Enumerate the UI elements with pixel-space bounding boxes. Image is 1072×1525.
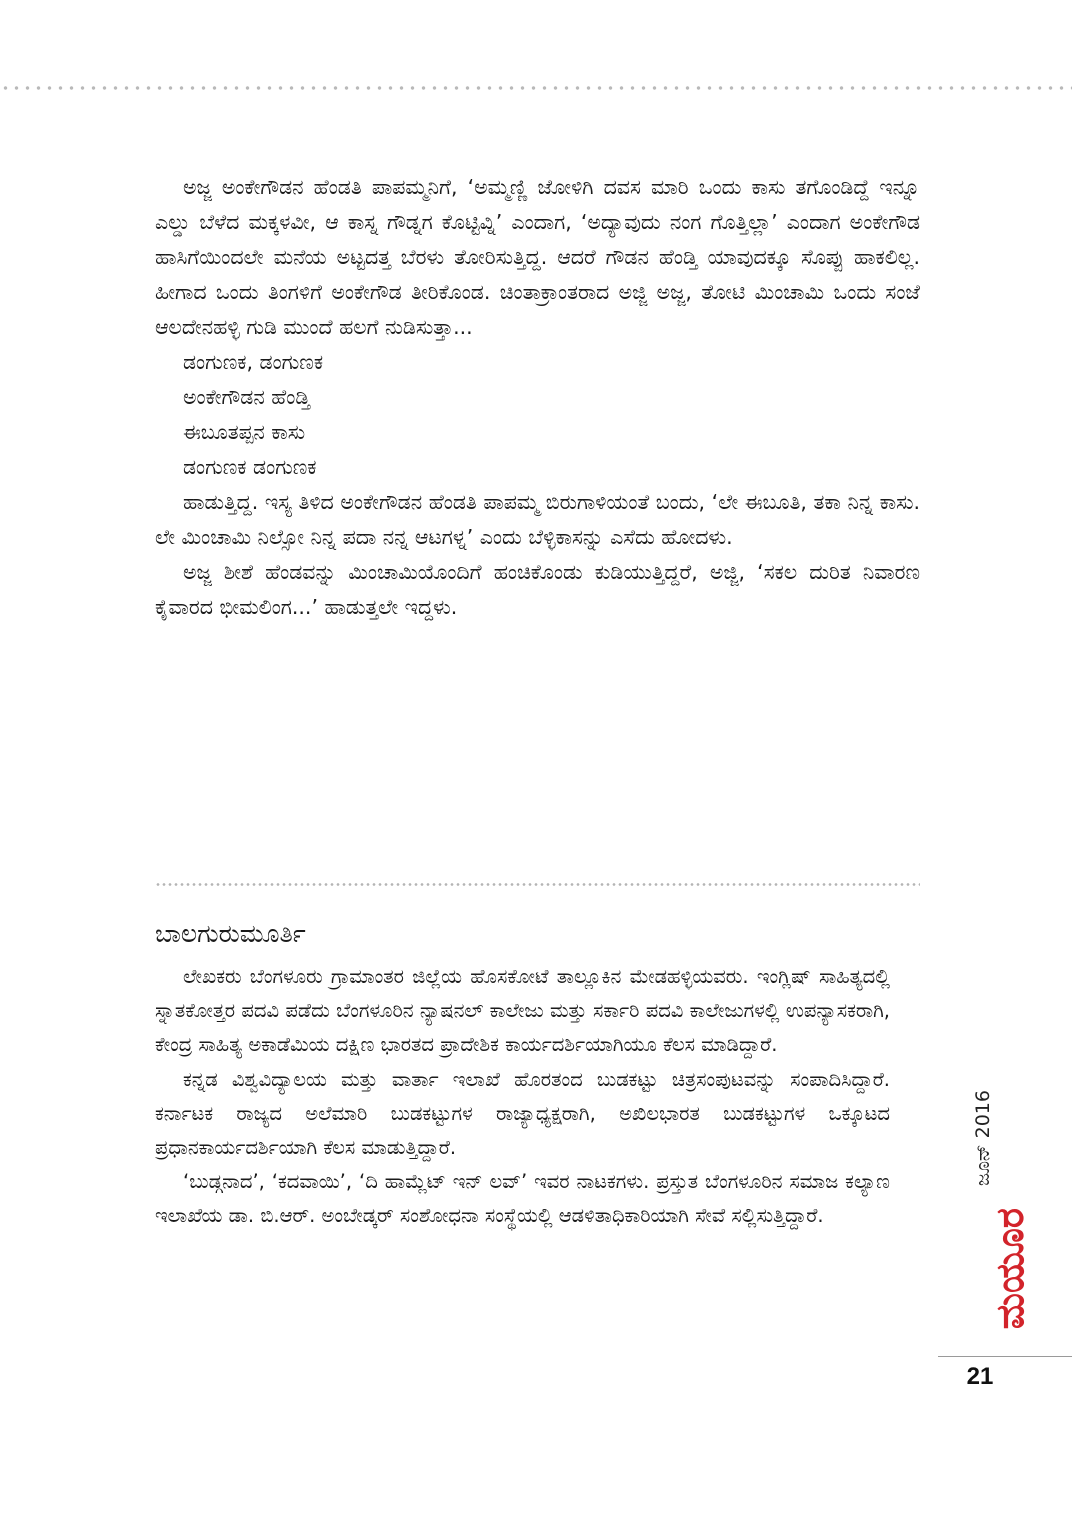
top-dotted-rule — [0, 86, 1072, 90]
story-paragraph: ಅಜ್ಜ ಅಂಕೇಗೌಡನ ಹೆಂಡತಿ ಪಾಪಮ್ಮನಿಗೆ, ‘ಅಮ್ಮಣ್ಣಿ ಜೋಳಿಗಿ ದವಸ ಮಾರಿ ಒಂದು ಕಾಸು ತಗೊಂಡಿದ್ದೆ ಇನ್ನೂ ಎಲ್ಡು ಬೆಳೆದ ಮಕ್ಕಳವೀ, ಆ ಕಾಸ್ನ ಗೌಡ್ನಗ ಕೊಟ್ಟಿವ್ನಿ’ ಎಂದಾಗ, ‘ಅದ್ಯಾವುದು ನಂಗ ಗೊತ್ತಿಲ್ಲಾ’ ಎಂದಾಗ ಅಂಕೇಗೌಡ ಹಾಸಿಗೆಯಿಂದಲೇ ಮನೆಯ ಅಟ್ಟದತ್ತ ಬೆರಳು ತೋರಿಸುತ್ತಿದ್ದ. ಆದರೆ ಗೌಡನ ಹೆಂಡ್ತಿ ಯಾವುದಕ್ಕೂ ಸೊಪ್ಪು ಹಾಕಲಿಲ್ಲ. ಹೀಗಾದ ಒಂದು ತಿಂಗಳಿಗೆ ಅಂಕೇಗೌಡ ತೀರಿಕೊಂಡ. ಚಿಂತಾಕ್ರಾಂತರಾದ ಅಜ್ಜಿ ಅಜ್ಜ, ತೋಟಿ ಮಿಂಚಾಮಿ ಒಂದು ಸಂಜೆ ಆಲದೇನಹಳ್ಳಿ ಗುಡಿ ಮುಂದೆ ಹಲಗೆ ನುಡಿಸುತ್ತಾ... — [155, 175, 920, 339]
author-name-heading: ಬಾಲಗುರುಮೂರ್ತಿ — [155, 919, 306, 948]
page-number-rule — [938, 1356, 1072, 1357]
bio-paragraph: ಕನ್ನಡ ವಿಶ್ವವಿದ್ಯಾಲಯ ಮತ್ತು ವಾರ್ತಾ ಇಲಾಖೆ ಹೊರತಂದ ಬುಡಕಟ್ಟು ಚಿತ್ರಸಂಪುಟವನ್ನು ಸಂಪಾದಿಸಿದ್ದಾರೆ. ಕರ್ನಾಟಕ ರಾಜ್ಯದ ಅಲೆಮಾರಿ ಬುಡಕಟ್ಟುಗಳ ರಾಜ್ಯಾಧ್ಯಕ್ಷರಾಗಿ, ಅಖಿಲಭಾರತ ಬುಡಕಟ್ಟುಗಳ ಒಕ್ಕೂಟದ ಪ್ರಧಾನಕಾರ್ಯದರ್ಶಿಯಾಗಿ ಕೆಲಸ ಮಾಡುತ್ತಿದ್ದಾರೆ. — [155, 1067, 890, 1160]
bio-paragraph: ಲೇಖಕರು ಬೆಂಗಳೂರು ಗ್ರಾಮಾಂತರ ಜಿಲ್ಲೆಯ ಹೊಸಕೋಟೆ ತಾಲ್ಲೂಕಿನ ಮೇಡಹಳ್ಳಿಯವರು. ಇಂಗ್ಲಿಷ್ ಸಾಹಿತ್ಯದಲ್ಲಿ ಸ್ನಾತಕೋತ್ತರ ಪದವಿ ಪಡೆದು ಬೆಂಗಳೂರಿನ ನ್ಯಾಷನಲ್ ಕಾಲೇಜು ಮತ್ತು ಸರ್ಕಾರಿ ಪದವಿ ಕಾಲೇಜುಗಳಲ್ಲಿ ಉಪನ್ಯಾಸಕರಾಗಿ, ಕೇಂದ್ರ ಸಾಹಿತ್ಯ ಅಕಾಡೆಮಿಯ ದಕ್ಷಿಣ ಭಾರತದ ಪ್ರಾದೇಶಿಕ ಕಾರ್ಯದರ್ಶಿಯಾಗಿಯೂ ಕೆಲಸ ಮಾಡಿದ್ದಾರೆ. — [155, 965, 890, 1057]
issue-date: ಜೂನ್ 2016 — [972, 1090, 994, 1187]
story-text — [155, 170, 920, 625]
song-verse-line: ಡಂಗುಣಕ, ಡಂಗುಣಕ — [183, 350, 324, 374]
song-verse-line: ಡಂಗುಣಕ ಡಂಗುಣಕ — [183, 455, 317, 479]
author-bio — [155, 960, 890, 1234]
section-divider — [155, 883, 920, 886]
story-paragraph: ಅಜ್ಜ ಶೀಶೆ ಹೆಂಡವನ್ನು ಮಿಂಚಾಮಿಯೊಂದಿಗೆ ಹಂಚಿಕೊಂಡು ಕುಡಿಯುತ್ತಿದ್ದರೆ, ಅಜ್ಜಿ, ‘ಸಕಲ ದುರಿತ ನಿವಾರಣ ಕೈವಾರದ ಭೀಮಲಿಂಗ...’ ಹಾಡುತ್ತಲೇ ಇದ್ದಳು. — [155, 560, 920, 619]
magazine-logo: ಮಯೂರ — [988, 1208, 1032, 1330]
page-number: 21 — [966, 1363, 994, 1390]
story-paragraph: ಹಾಡುತ್ತಿದ್ದ. ಇಸ್ಯ ತಿಳಿದ ಅಂಕೇಗೌಡನ ಹೆಂಡತಿ ಪಾಪಮ್ಮ ಬಿರುಗಾಳಿಯಂತೆ ಬಂದು, ‘ಲೇ ಈಬೂತಿ, ತಕಾ ನಿನ್ನ ಕಾಸು. ಲೇ ಮಿಂಚಾಮಿ ನಿಲ್ಸೋ ನಿನ್ನ ಪದಾ ನನ್ನ ಆಟಗಳ್ನ’ ಎಂದು ಬೆಳ್ಳಿಕಾಸನ್ನು ಎಸೆದು ಹೋದಳು. — [155, 490, 920, 549]
bio-paragraph: ‘ಬುಡ್ಗನಾದ’, ‘ಕದವಾಯಿ’, ‘ದಿ ಹಾಮ್ಲೆಟ್ ಇನ್ ಲವ್’ ಇವರ ನಾಟಕಗಳು. ಪ್ರಸ್ತುತ ಬೆಂಗಳೂರಿನ ಸಮಾಜ ಕಲ್ಯಾಣ ಇಲಾಖೆಯ ಡಾ. ಬಿ.ಆರ್. ಅಂಬೇಡ್ಕರ್ ಸಂಶೋಧನಾ ಸಂಸ್ಥೆಯಲ್ಲಿ ಆಡಳಿತಾಧಿಕಾರಿಯಾಗಿ ಸೇವೆ ಸಲ್ಲಿಸುತ್ತಿದ್ದಾರೆ. — [155, 1170, 890, 1228]
song-verse-line: ಅಂಕೇಗೌಡನ ಹೆಂಡ್ತಿ — [183, 385, 310, 409]
song-verse-line: ಈಬೂತಪ್ಪನ ಕಾಸು — [183, 420, 306, 444]
